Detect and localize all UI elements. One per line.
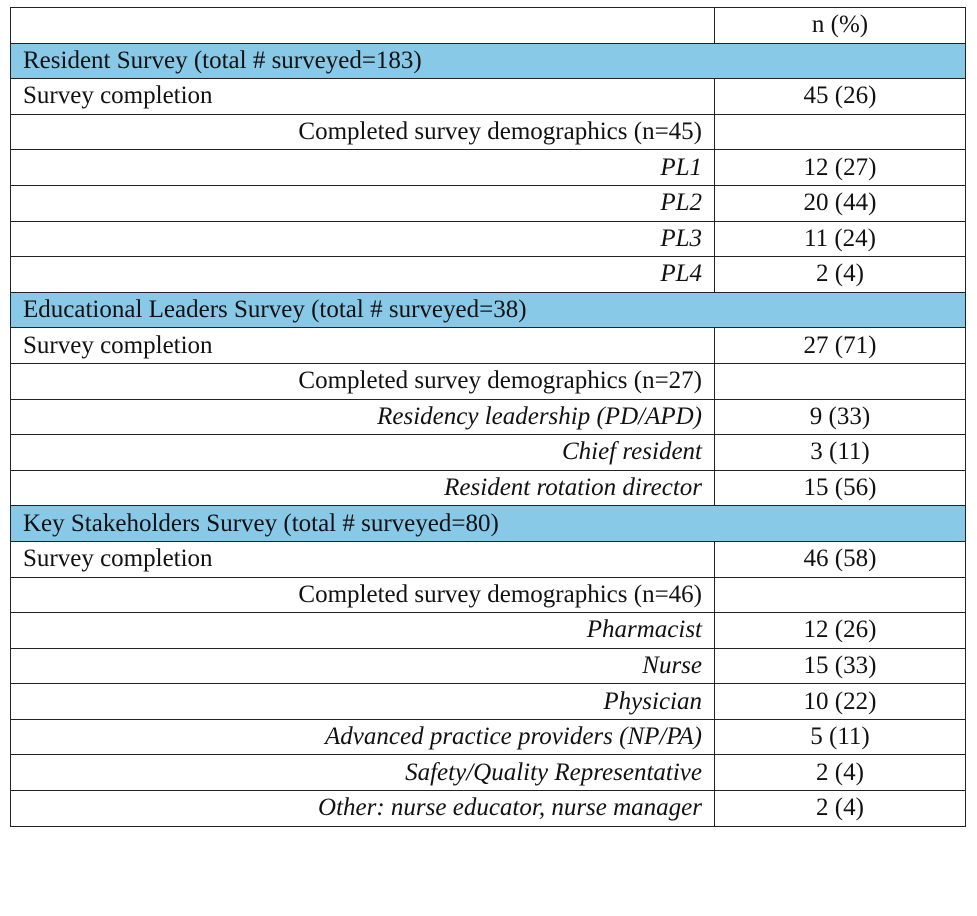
table-row <box>11 185 966 221</box>
completion-label: Survey completion <box>11 541 715 577</box>
demographics-row <box>11 114 966 150</box>
item-value: 12 (27) <box>715 150 966 186</box>
demographics-value <box>715 363 966 399</box>
table-header-row <box>11 8 966 44</box>
demographics-value <box>715 114 966 150</box>
table-row <box>11 613 966 649</box>
table-row <box>11 684 966 720</box>
demographics-row <box>11 363 966 399</box>
item-label: Residency leadership (PD/APD) <box>11 399 715 435</box>
item-label: Nurse <box>11 648 715 684</box>
item-label: PL2 <box>11 185 715 221</box>
table-row <box>11 719 966 755</box>
item-label: PL1 <box>11 150 715 186</box>
item-label: Chief resident <box>11 435 715 471</box>
demographics-value <box>715 577 966 613</box>
demographics-row <box>11 577 966 613</box>
item-value: 11 (24) <box>715 221 966 257</box>
demographics-label: Completed survey demographics (n=27) <box>11 363 715 399</box>
item-value: 2 (4) <box>715 791 966 827</box>
completion-label: Survey completion <box>11 328 715 364</box>
demographics-label: Completed survey demographics (n=45) <box>11 114 715 150</box>
completion-row <box>11 541 966 577</box>
table-row <box>11 435 966 471</box>
section-header-row <box>11 506 966 542</box>
completion-label: Survey completion <box>11 79 715 115</box>
item-label: Resident rotation director <box>11 470 715 506</box>
survey-table <box>10 7 966 827</box>
item-value: 12 (26) <box>715 613 966 649</box>
completion-value: 27 (71) <box>715 328 966 364</box>
table-row <box>11 755 966 791</box>
section-header-row <box>11 43 966 79</box>
header-label-cell <box>11 8 715 44</box>
table-row <box>11 399 966 435</box>
table-row <box>11 221 966 257</box>
section-title: Educational Leaders Survey (total # surveyed=38) <box>11 292 966 328</box>
completion-row <box>11 328 966 364</box>
item-value: 15 (33) <box>715 648 966 684</box>
table-row <box>11 150 966 186</box>
item-value: 3 (11) <box>715 435 966 471</box>
item-value: 9 (33) <box>715 399 966 435</box>
item-value: 2 (4) <box>715 257 966 293</box>
item-label: Physician <box>11 684 715 720</box>
item-value: 15 (56) <box>715 470 966 506</box>
table-row <box>11 791 966 827</box>
table-row <box>11 257 966 293</box>
completion-value: 45 (26) <box>715 79 966 115</box>
item-label: PL3 <box>11 221 715 257</box>
item-value: 2 (4) <box>715 755 966 791</box>
item-label: PL4 <box>11 257 715 293</box>
section-header-row <box>11 292 966 328</box>
item-label: Pharmacist <box>11 613 715 649</box>
item-value: 5 (11) <box>715 719 966 755</box>
section-title: Key Stakeholders Survey (total # surveyed=80) <box>11 506 966 542</box>
table-row <box>11 470 966 506</box>
item-value: 20 (44) <box>715 185 966 221</box>
header-value-cell: n (%) <box>715 8 966 44</box>
item-value: 10 (22) <box>715 684 966 720</box>
completion-row <box>11 79 966 115</box>
item-label: Advanced practice providers (NP/PA) <box>11 719 715 755</box>
section-title: Resident Survey (total # surveyed=183) <box>11 43 966 79</box>
demographics-label: Completed survey demographics (n=46) <box>11 577 715 613</box>
item-label: Safety/Quality Representative <box>11 755 715 791</box>
item-label: Other: nurse educator, nurse manager <box>11 791 715 827</box>
table-row <box>11 648 966 684</box>
completion-value: 46 (58) <box>715 541 966 577</box>
